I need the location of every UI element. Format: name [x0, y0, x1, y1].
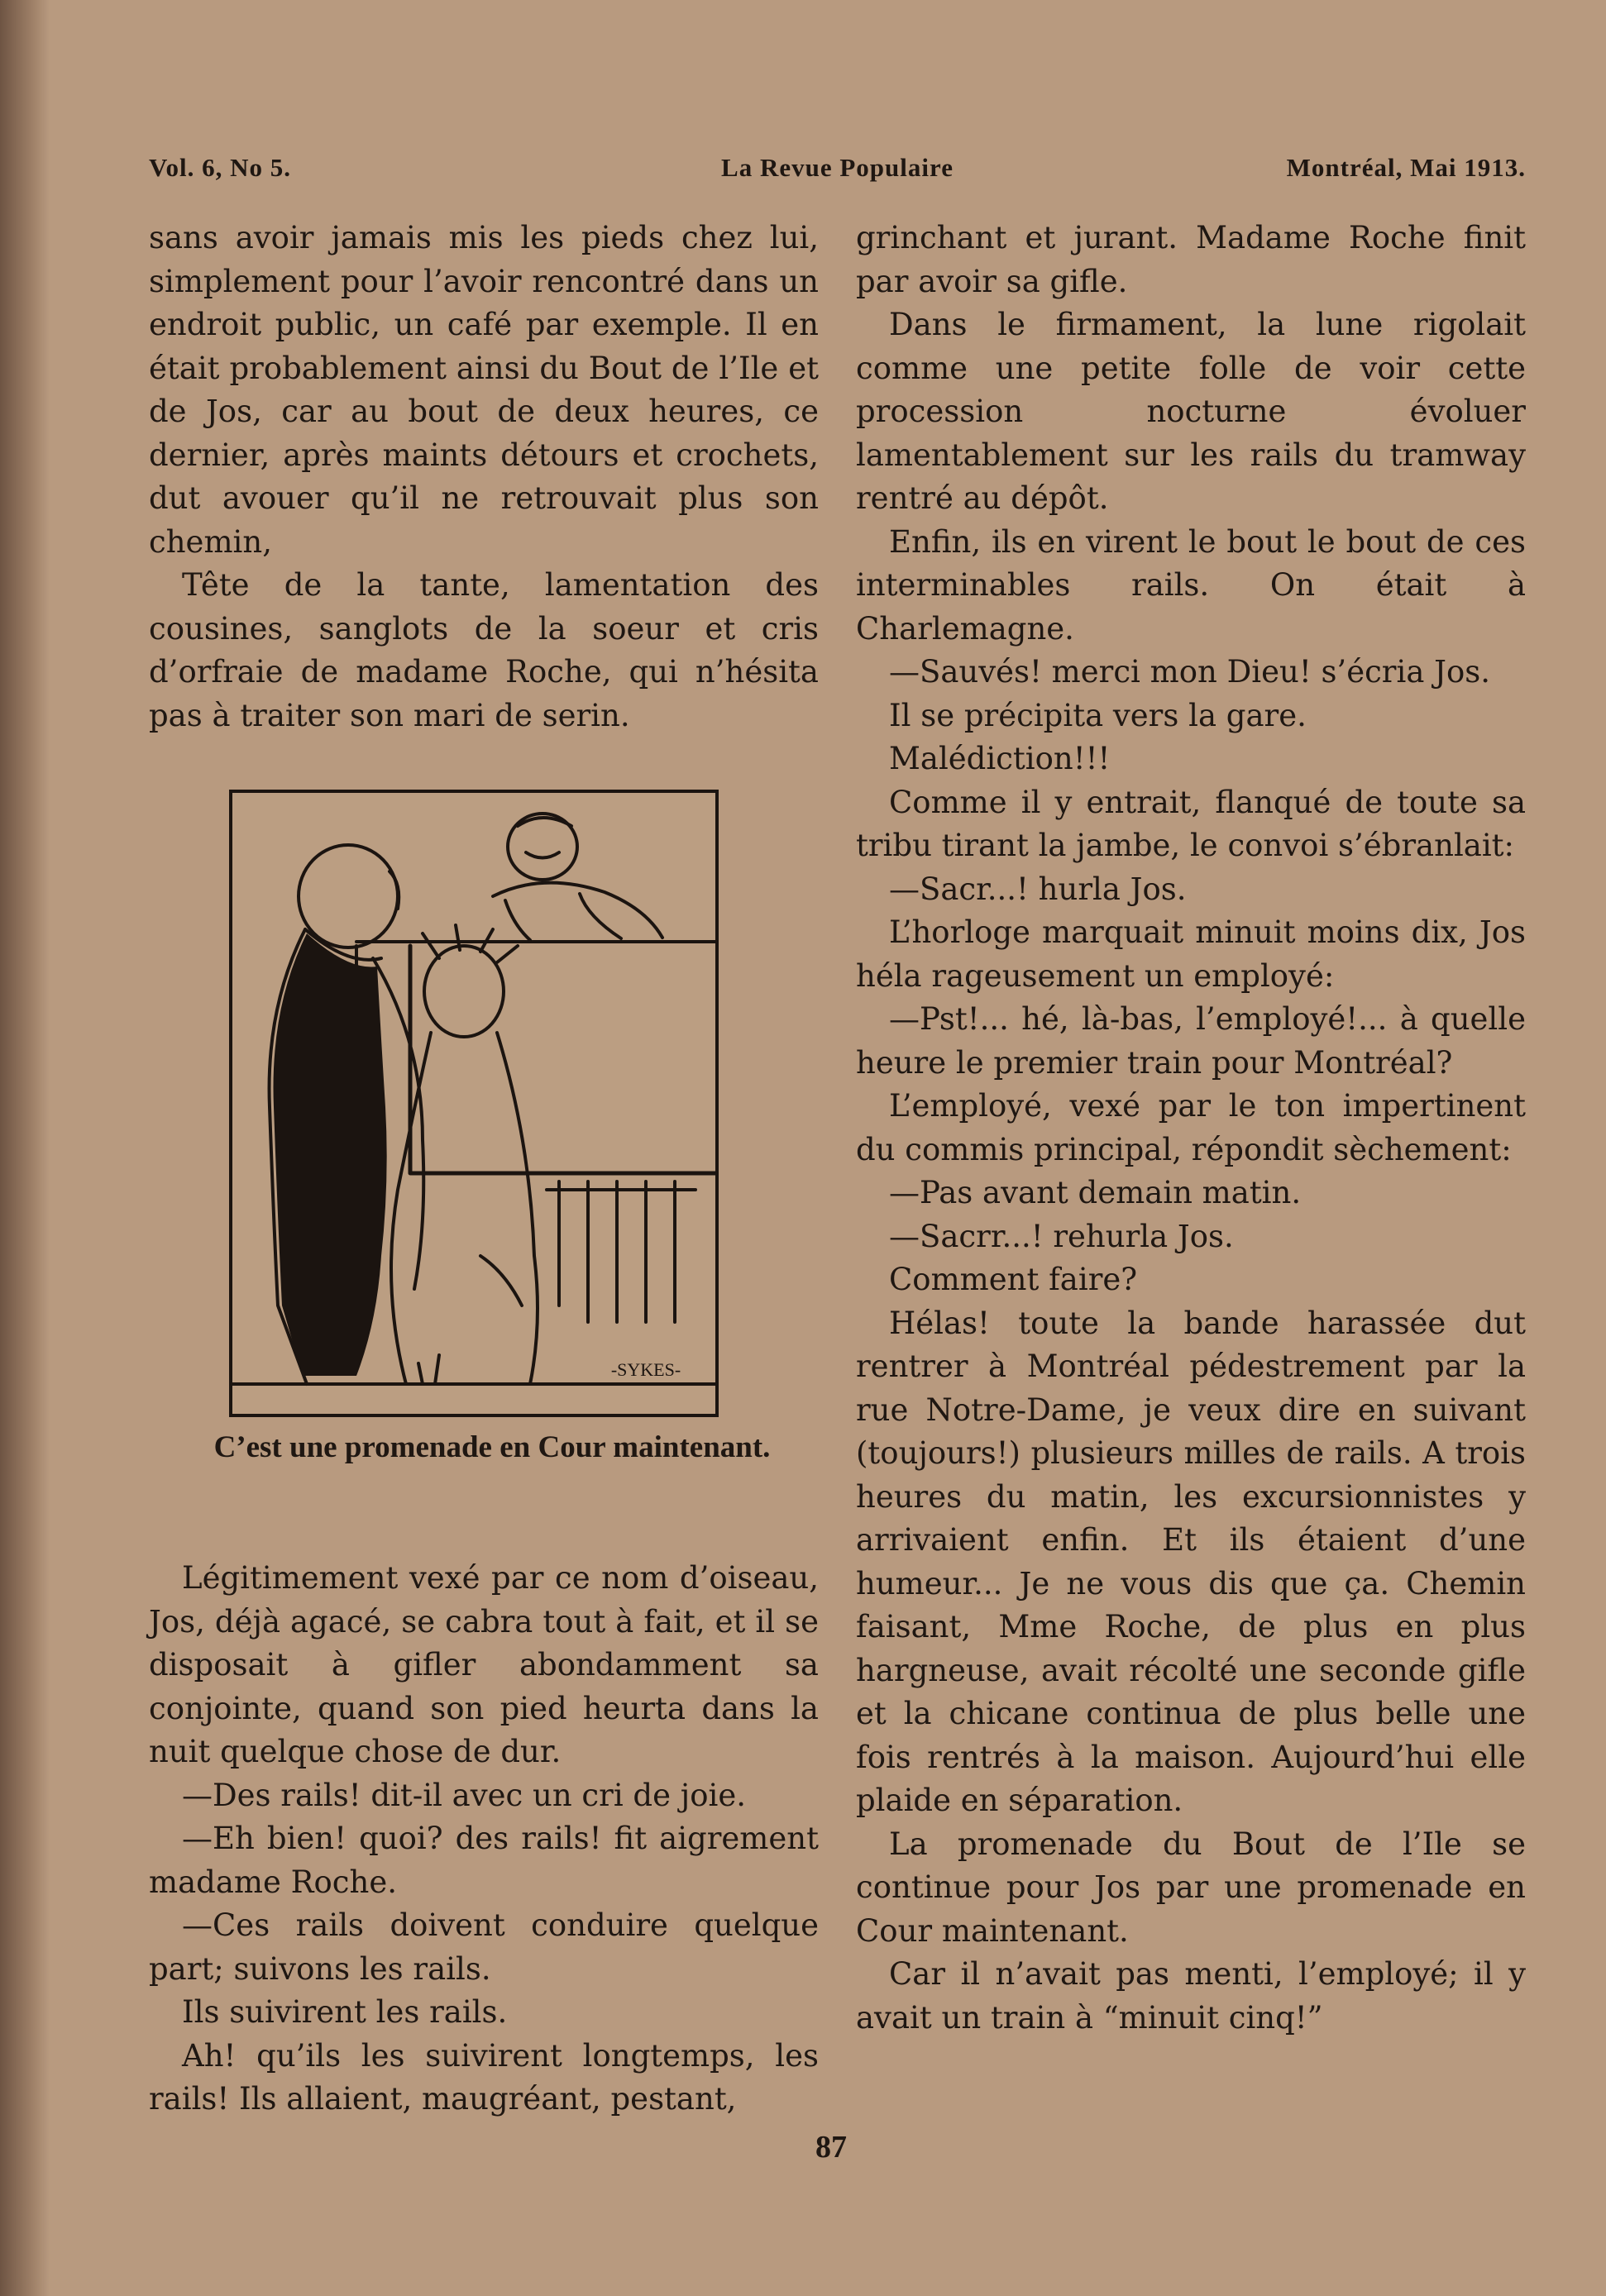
- paragraph: —Ces rails doivent conduire quelque part; suivons les rails.: [149, 1907, 819, 1987]
- page-binding-shadow: [0, 0, 50, 2296]
- paragraph: —Des rails! dit-il avec un cri de joie.: [182, 1777, 747, 1813]
- paragraph: Légitimement vexé par ce nom d’oiseau, Jos, déjà agacé, se cabra tout à fait, et il se disposait à gifler abondamment sa conjointe, quand son pied heurta dans la nuit quelque chose de dur.: [149, 1560, 819, 1769]
- right-column: [856, 217, 1526, 2040]
- paragraph: Ils suivirent les rails.: [182, 1994, 508, 2030]
- paragraph: Dans le firmament, la lune rigolait comme une petite folle de voir cette procession nocturne évoluer lamentablement sur les rails du tramway rentré au dépôt.: [856, 307, 1526, 516]
- paragraph: Comme il y entrait, flanqué de toute sa tribu tirant la jambe, le convoi s’ébranlait:: [856, 784, 1526, 863]
- paragraph: —Sacr...! hurla Jos.: [889, 871, 1187, 907]
- artist-signature: -SYKES-: [610, 1359, 681, 1380]
- cartoon-drawing: [232, 793, 715, 1414]
- paragraph: —Sacrr...! rehurla Jos.: [889, 1218, 1234, 1254]
- paragraph: Ah! qu’ils les suivirent longtemps, les rails! Ils allaient, maugréant, pestant,: [149, 2037, 819, 2117]
- illustration: [229, 790, 719, 1417]
- paragraph: Tête de la tante, lamentation des cousines, sanglots de la soeur et cris d’orfraie de madame Roche, qui n’hésita pas à traiter son mari de serin.: [149, 567, 819, 733]
- paragraph: Il se précipita vers la gare.: [889, 697, 1307, 733]
- paragraph: Comment faire?: [889, 1262, 1138, 1297]
- paragraph: —Pst!... hé, là-bas, l’employé!... à quelle heure le premier train pour Montréal?: [856, 1001, 1526, 1081]
- illustration-caption: C’est une promenade en Cour maintenant.: [213, 1430, 771, 1464]
- paragraph: L’employé, vexé par le ton impertinent du commis principal, répondit sèchement:: [856, 1088, 1526, 1167]
- paragraph: Hélas! toute la bande harassée dut rentrer à Montréal pédestrement par la rue Notre-Dame, je veux dire en suivant (toujours!) plusieurs milles de rails. A trois heures du matin, les excursionnistes y arrivaient enfin. Et ils étaient d’une humeur... Je ne vous dis que ça. Chemin faisant, Mme Roche, de plus en plus hargneuse, avait récolté une seconde gifle et la chicane continua de plus belle une fois rentrés à la maison. Aujourd’hui elle plaide en séparation.: [856, 1305, 1526, 1818]
- magazine-title: La Revue Populaire: [721, 153, 954, 182]
- paragraph: —Sauvés! merci mon Dieu! s’écria Jos.: [889, 654, 1491, 690]
- paragraph: Car il n’avait pas menti, l’employé; il y avait un train à “minuit cinq!”: [856, 1956, 1526, 2036]
- left-column-bottom: [149, 1557, 819, 2122]
- paragraph: sans avoir jamais mis les pieds chez lui, simplement pour l’avoir rencontré dans un endroit public, un café par exemple. Il en était probablement ainsi du Bout de l’Ile et de Jos, car au bout de deux heures, ce dernier, après maints détours et crochets, dut avouer qu’il ne retrouvait plus son chemin,: [149, 220, 819, 560]
- paragraph: Malédiction!!!: [889, 741, 1111, 776]
- paragraph: —Eh bien! quoi? des rails! fit aigrement madame Roche.: [149, 1821, 819, 1900]
- volume-number: Vol. 6, No 5.: [149, 153, 292, 182]
- left-column-top: [149, 217, 819, 737]
- paragraph: —Pas avant demain matin.: [889, 1175, 1302, 1210]
- paragraph: Enfin, ils en virent le bout le bout de ces interminables rails. On était à Charlemagne.: [856, 523, 1526, 647]
- place-and-date: Montréal, Mai 1913.: [1286, 153, 1526, 182]
- paragraph: grinchant et jurant. Madame Roche finit par avoir sa gifle.: [856, 220, 1526, 299]
- paragraph: La promenade du Bout de l’Ile se continue pour Jos par une promenade en Cour maintenant.: [856, 1826, 1526, 1949]
- paragraph: L’horloge marquait minuit moins dix, Jos héla rageusement un employé:: [856, 914, 1526, 994]
- page-number: 87: [815, 2130, 847, 2165]
